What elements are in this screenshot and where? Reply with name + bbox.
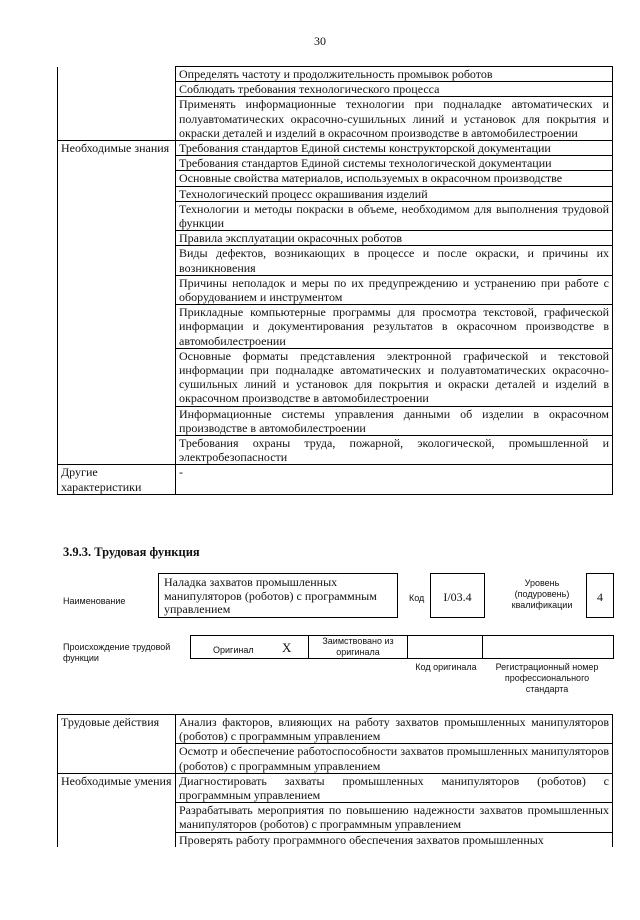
- name-label: Наименование: [63, 596, 126, 606]
- table-row: [58, 465, 613, 494]
- code-label: Код: [409, 593, 425, 603]
- original-mark: X: [282, 640, 292, 655]
- page-number: 30: [314, 34, 326, 48]
- knowledge-item: Прикладные компьютерные программы для просмотра текстовой, графической информации и документирования результатов в окрасочном производстве в автомобилестроении: [176, 305, 613, 349]
- knowledge-item: Причины неполадок и меры по их предупреждению и устранению при работе с оборудованием и инструментом: [176, 275, 613, 304]
- section-title: 3.9.3. Трудовая функция: [63, 545, 200, 559]
- table-row: [58, 773, 613, 802]
- knowledge-item: Информационные системы управления данными об изделии в окрасочном производстве в автомобилестроении: [176, 406, 613, 435]
- skill-item: Применять информационные технологии при подналадке автоматических и полуавтоматических окрасочно-сушильных линий и установок для покрытия и окраски деталей и изделий в окрасочном производстве в автомобилестроении: [176, 97, 613, 141]
- knowledge-item: Виды дефектов, возникающих в процессе и после окраски, и причины их возникновения: [176, 246, 613, 275]
- original-label: Оригинал: [213, 645, 254, 655]
- knowledge-item: Технологии и методы покраски в объеме, необходимом для выполнения трудовой функции: [176, 201, 613, 230]
- table-row: [58, 67, 613, 82]
- knowledge-item: Основные свойства материалов, используемых в окрасочном производстве: [176, 171, 613, 186]
- level-label: Уровень (подуровень) квалификации: [511, 578, 573, 610]
- knowledge-item: Технологический процесс окрашивания изделий: [176, 186, 613, 201]
- other-characteristics-value: -: [176, 465, 613, 494]
- borrowed-label: Заимствовано из оригинала: [322, 636, 394, 657]
- skills-label: Необходимые умения: [58, 773, 176, 847]
- competency-table: [57, 66, 613, 495]
- skill-item: Разрабатывать мероприятия по повышению надежности захватов промышленных манипуляторов (роботов) с программным управлением: [176, 803, 613, 832]
- function-name-box: Наладка захватов промышленных манипуляторов (роботов) с программным управлением: [158, 573, 398, 618]
- action-item: Анализ факторов, влияющих на работу захватов промышленных манипуляторов (роботов) с программным управлением: [176, 715, 613, 744]
- knowledge-item: Правила эксплуатации окрасочных роботов: [176, 231, 613, 246]
- level-value: 4: [586, 573, 614, 618]
- divider: [407, 635, 408, 659]
- code-value: I/03.4: [430, 573, 485, 618]
- table-row: [58, 715, 613, 744]
- actions-label: Трудовые действия: [58, 715, 176, 774]
- empty-cell: [58, 67, 176, 141]
- reg-number-label: Регистрационный номер профессионального стандарта: [495, 662, 599, 694]
- action-item: Осмотр и обеспечение работоспособности захватов промышленных манипуляторов (роботов) с программным управлением: [176, 744, 613, 773]
- divider: [482, 635, 483, 659]
- skill-item: Проверять работу программного обеспечения захватов промышленных: [176, 832, 613, 847]
- table-row: [58, 141, 613, 156]
- other-characteristics-label: Другие характеристики: [58, 465, 176, 494]
- knowledge-label: Необходимые знания: [58, 141, 176, 465]
- knowledge-item: Требования стандартов Единой системы технологической документации: [176, 156, 613, 171]
- divider: [308, 635, 309, 659]
- skill-item: Определять частоту и продолжительность промывок роботов: [176, 67, 613, 82]
- skill-item: Соблюдать требования технологического процесса: [176, 82, 613, 97]
- origin-label: Происхождение трудовой функции: [63, 642, 171, 663]
- skill-item: Диагностировать захваты промышленных манипуляторов (роботов) с программным управлением: [176, 773, 613, 802]
- function-table: [57, 714, 613, 847]
- knowledge-item: Основные форматы представления электронной графической и текстовой информации при подналадке автоматических и полуавтоматических окрасочно-сушильных линий и установок для покрытия и окраски деталей и изделий в окрасочном производстве в автомобилестроении: [176, 348, 613, 406]
- code-original-label: Код оригинала: [415, 662, 477, 672]
- knowledge-item: Требования охраны труда, пожарной, экологической, промышленной и электробезопасности: [176, 436, 613, 465]
- knowledge-item: Требования стандартов Единой системы конструкторской документации: [176, 141, 613, 156]
